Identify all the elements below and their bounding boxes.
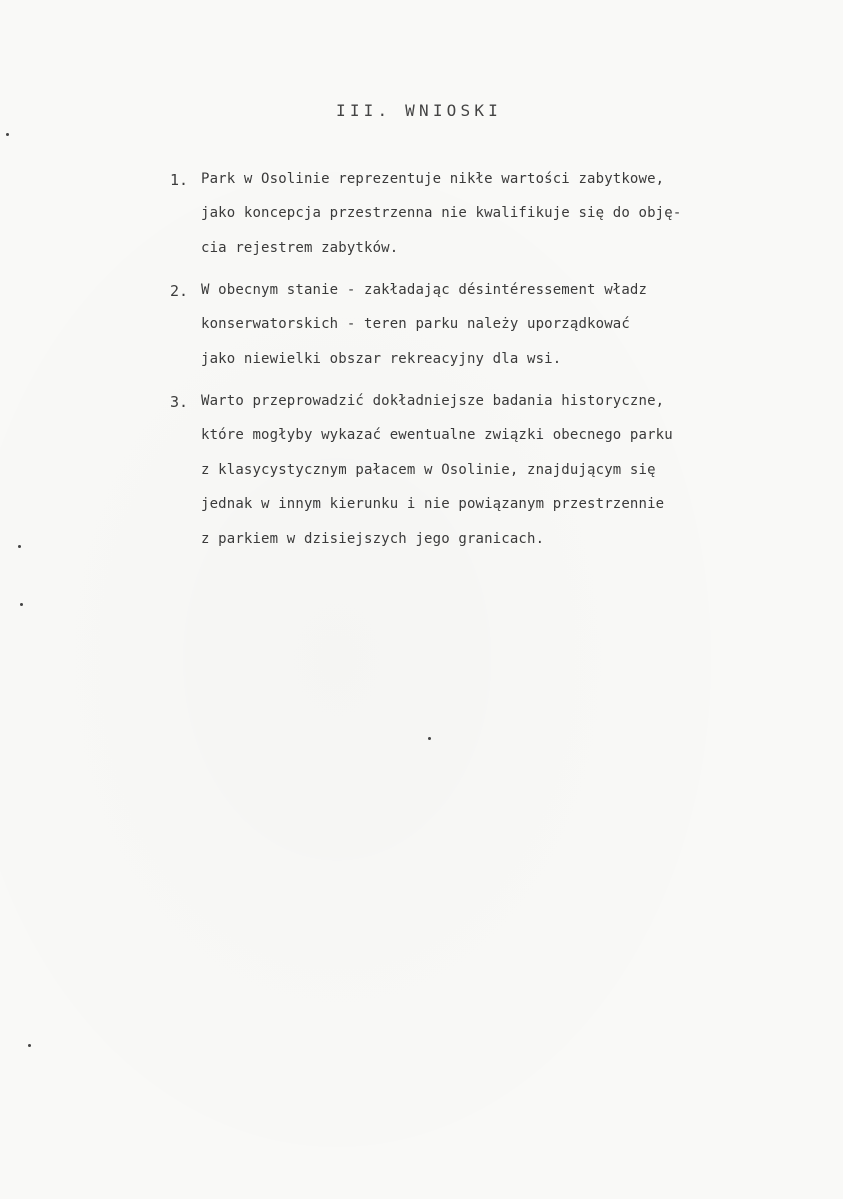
margin-speck	[20, 603, 23, 606]
section-heading: III. WNIOSKI	[336, 101, 502, 120]
item-line: z klasycystycznym pałacem w Osolinie, znajdującym się	[201, 462, 656, 478]
item-line: z parkiem w dzisiejszych jego granicach.	[201, 531, 545, 547]
margin-speck	[18, 545, 21, 548]
item-line: jako koncepcja przestrzenna nie kwalifikuje się do obję-	[201, 205, 682, 221]
margin-speck	[6, 133, 9, 136]
item-number: 1.	[170, 171, 189, 189]
item-line: jednak w innym kierunku i nie powiązanym przestrzennie	[201, 496, 665, 512]
item-number: 2.	[170, 282, 189, 300]
margin-speck	[28, 1044, 31, 1047]
item-line: cia rejestrem zabytków.	[201, 240, 399, 256]
item-line: konserwatorskich - teren parku należy uporządkować	[201, 316, 630, 332]
item-line: jako niewielki obszar rekreacyjny dla wsi.	[201, 351, 562, 367]
item-line: Warto przeprowadzić dokładniejsze badania historyczne,	[201, 393, 665, 409]
item-line: Park w Osolinie reprezentuje nikłe wartości zabytkowe,	[201, 171, 665, 187]
margin-speck	[428, 737, 431, 740]
item-line: które mogłyby wykazać ewentualne związki obecnego parku	[201, 427, 673, 443]
item-number: 3.	[170, 393, 189, 411]
item-line: W obecnym stanie - zakładając désintéressement władz	[201, 282, 648, 298]
